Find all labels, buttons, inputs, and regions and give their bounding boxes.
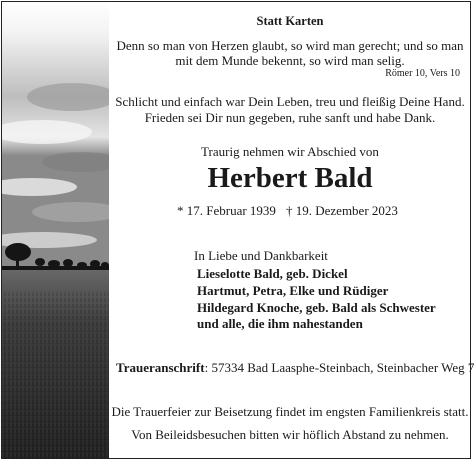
mourner-2: Hartmut, Petra, Elke und Rüdiger xyxy=(197,283,389,298)
verse-reference: Römer 10, Vers 10 xyxy=(385,68,460,79)
condolence-note: Von Beileidsbesuchen bitten wir höflich Abstand zu nehmen. xyxy=(131,427,449,442)
mourners-intro: In Liebe und Dankbarkeit xyxy=(194,248,328,263)
landscape-photo xyxy=(2,2,109,458)
death-date: † 19. Dezember 2023 xyxy=(286,203,398,218)
mourner-1: Lieselotte Bald, geb. Dickel xyxy=(197,266,348,281)
deceased-name: Herbert Bald xyxy=(207,162,373,194)
birth-date: * 17. Februar 1939 xyxy=(177,203,276,218)
verse-line-1: Denn so man von Herzen glaubt, so wird man gerecht; und so man xyxy=(116,38,464,53)
address-label: Traueranschrift xyxy=(116,360,205,375)
address-value: : 57334 Bad Laasphe-Steinbach, Steinbacher Weg 7 xyxy=(204,360,474,375)
funeral-note: Die Trauerfeier zur Beisetzung findet im engsten Familienkreis statt. xyxy=(111,404,469,419)
mourning-address xyxy=(116,360,474,376)
mourner-3: Hildegard Knoche, geb. Bald als Schwester xyxy=(197,300,436,315)
poem-line-2: Frieden sei Dir nun gegeben, ruhe sanft und habe Dank. xyxy=(144,110,436,125)
farewell-intro: Traurig nehmen wir Abschied von xyxy=(201,144,379,159)
verse-line-2: mit dem Munde bekennt, so wird man selig. xyxy=(175,53,405,68)
mourner-4: und alle, die ihm nahestanden xyxy=(197,316,363,331)
header-statt-karten: Statt Karten xyxy=(256,14,324,28)
poem-line-1: Schlicht und einfach war Dein Leben, treu und fleißig Deine Hand. xyxy=(115,94,465,109)
